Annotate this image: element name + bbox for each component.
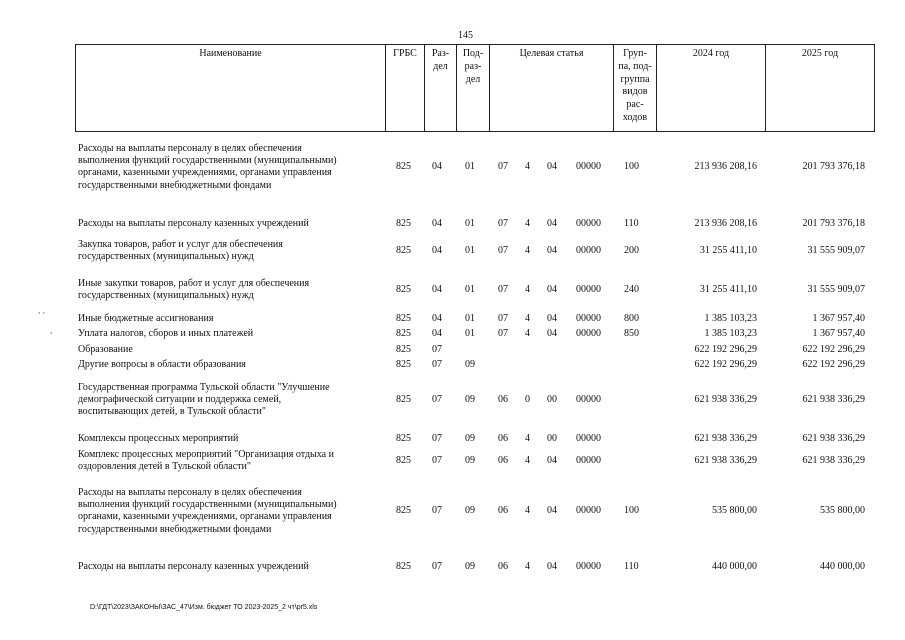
direction-cell: 00000 <box>576 394 601 406</box>
podrazdel-cell: 09 <box>465 505 475 517</box>
amount-2024-cell: 213 936 208,16 <box>694 161 757 173</box>
header-podrazdel-line: раз- <box>464 60 482 72</box>
podrazdel-cell: 01 <box>465 245 475 257</box>
row-name-line: воспитывающих детей, в Тульской области" <box>78 406 266 418</box>
amount-2025-cell: 621 938 336,29 <box>802 433 865 445</box>
expense-type-cell: 100 <box>624 505 639 517</box>
header-podrazdel-line: дел <box>465 73 481 85</box>
direction-cell: 00000 <box>576 245 601 257</box>
direction-cell: 00000 <box>576 313 601 325</box>
table-row <box>0 561 905 573</box>
header-vr-line: Груп- <box>623 48 647 59</box>
expense-type-cell: 800 <box>624 313 639 325</box>
row-name <box>78 143 378 192</box>
row-name-line: государственными внебюджетными фондами <box>78 523 272 535</box>
row-name <box>78 344 378 356</box>
amount-2025-cell: 621 938 336,29 <box>802 394 865 406</box>
direction-cell: 00000 <box>576 561 601 573</box>
event-cell: 04 <box>547 218 557 230</box>
header-razdel-line: Раз- <box>431 48 450 59</box>
row-name <box>78 382 378 419</box>
event-cell: 04 <box>547 245 557 257</box>
razdel-cell: 04 <box>432 284 442 296</box>
event-cell: 04 <box>547 505 557 517</box>
program-cell: 07 <box>498 313 508 325</box>
row-name-line: государственных (муниципальных) нужд <box>78 251 254 263</box>
amount-2025-cell: 535 800,00 <box>820 505 865 517</box>
grbs-cell: 825 <box>396 359 411 371</box>
table-row <box>0 143 905 192</box>
expense-type-cell: 110 <box>624 218 639 230</box>
row-name-line: Образование <box>78 344 133 355</box>
header-name: Наименование <box>76 45 386 131</box>
row-name-line: Комплекс процессных мероприятий "Организация отдыха и <box>78 449 334 460</box>
header-podrazdel-line: Под- <box>462 48 484 59</box>
podrazdel-cell: 09 <box>465 433 475 445</box>
row-name-line: демографической ситуации и поддержка семей, <box>78 394 282 406</box>
amount-2025-cell: 201 793 376,18 <box>802 161 865 173</box>
direction-cell: 00000 <box>576 218 601 230</box>
row-name-line: Расходы на выплаты персоналу казенных учреждений <box>78 561 309 572</box>
event-cell: 04 <box>547 313 557 325</box>
grbs-cell: 825 <box>396 344 411 356</box>
amount-2025-cell: 621 938 336,29 <box>802 455 865 467</box>
amount-2025-cell: 440 000,00 <box>820 561 865 573</box>
grbs-cell: 825 <box>396 394 411 406</box>
razdel-cell: 04 <box>432 245 442 257</box>
subprogram-cell: 4 <box>525 218 530 230</box>
table-row <box>0 218 905 230</box>
subprogram-cell: 4 <box>525 284 530 296</box>
header-target: Целевая статья <box>490 45 614 131</box>
razdel-cell: 07 <box>432 394 442 406</box>
row-name-line: Расходы на выплаты персоналу в целях обеспечения <box>78 487 302 498</box>
table-row <box>0 313 905 325</box>
direction-cell: 00000 <box>576 284 601 296</box>
podrazdel-cell: 09 <box>465 359 475 371</box>
table-row <box>0 487 905 536</box>
row-name-line: Уплата налогов, сборов и иных платежей <box>78 328 254 339</box>
razdel-cell: 07 <box>432 505 442 517</box>
program-cell: 06 <box>498 505 508 517</box>
amount-2024-cell: 1 385 103,23 <box>704 328 757 340</box>
page-number: 145 <box>458 30 473 41</box>
header-grbs: ГРБС <box>386 45 425 131</box>
table-row <box>0 449 905 473</box>
event-cell: 04 <box>547 284 557 296</box>
table-row <box>0 359 905 371</box>
scan-mark-icon: ⸱ ⸱ <box>38 308 46 318</box>
program-cell: 06 <box>498 433 508 445</box>
subprogram-cell: 4 <box>525 313 530 325</box>
row-name-line: Государственная программа Тульской области "Улучшение <box>78 382 330 393</box>
expense-type-cell: 850 <box>624 328 639 340</box>
grbs-cell: 825 <box>396 328 411 340</box>
podrazdel-cell: 09 <box>465 394 475 406</box>
row-name <box>78 561 378 573</box>
row-name <box>78 313 378 325</box>
amount-2025-cell: 622 192 296,29 <box>802 344 865 356</box>
subprogram-cell: 4 <box>525 505 530 517</box>
grbs-cell: 825 <box>396 218 411 230</box>
grbs-cell: 825 <box>396 313 411 325</box>
grbs-cell: 825 <box>396 245 411 257</box>
row-name <box>78 218 378 230</box>
event-cell: 04 <box>547 561 557 573</box>
direction-cell: 00000 <box>576 433 601 445</box>
subprogram-cell: 4 <box>525 561 530 573</box>
amount-2025-cell: 622 192 296,29 <box>802 359 865 371</box>
row-name-line: Другие вопросы в области образования <box>78 359 246 370</box>
subprogram-cell: 4 <box>525 161 530 173</box>
amount-2024-cell: 31 255 411,10 <box>699 245 757 257</box>
row-name-line: государственных (муниципальных) нужд <box>78 290 254 302</box>
razdel-cell: 07 <box>432 561 442 573</box>
event-cell: 04 <box>547 161 557 173</box>
header-vr-line: видов <box>622 86 648 98</box>
amount-2024-cell: 1 385 103,23 <box>704 313 757 325</box>
amount-2024-cell: 535 800,00 <box>712 505 757 517</box>
event-cell: 00 <box>547 433 557 445</box>
direction-cell: 00000 <box>576 455 601 467</box>
subprogram-cell: 0 <box>525 394 530 406</box>
header-razdel <box>425 45 457 131</box>
expense-type-cell: 240 <box>624 284 639 296</box>
row-name-line: выполнения функций государственными (муниципальными) <box>78 499 337 511</box>
scan-mark-icon: ⸱ <box>50 328 53 338</box>
amount-2024-cell: 213 936 208,16 <box>694 218 757 230</box>
row-name <box>78 328 378 340</box>
file-path-footer: D:\ГДТ\2023\ЗАКОНЫ\ЗАС_47\Изм. бюджет ТО 2023-2025_2 чт\pr5.xls <box>90 604 318 611</box>
razdel-cell: 07 <box>432 359 442 371</box>
row-name-line: Иные закупки товаров, работ и услуг для обеспечения <box>78 278 310 289</box>
amount-2025-cell: 1 367 957,40 <box>812 313 865 325</box>
row-name-line: органами, казенными учреждениями, органами управления <box>78 511 332 523</box>
table-row <box>0 239 905 263</box>
program-cell: 06 <box>498 394 508 406</box>
amount-2024-cell: 622 192 296,29 <box>694 344 757 356</box>
razdel-cell: 04 <box>432 161 442 173</box>
header-vr-line: рас- <box>626 99 644 111</box>
header-vr-line: ходов <box>622 111 648 123</box>
header-vr <box>614 45 657 131</box>
amount-2024-cell: 621 938 336,29 <box>694 394 757 406</box>
program-cell: 07 <box>498 161 508 173</box>
amount-2025-cell: 31 555 909,07 <box>807 284 865 296</box>
subprogram-cell: 4 <box>525 455 530 467</box>
row-name-line: Закупка товаров, работ и услуг для обеспечения <box>78 239 283 250</box>
amount-2025-cell: 1 367 957,40 <box>812 328 865 340</box>
table-row <box>0 328 905 340</box>
row-name-line: выполнения функций государственными (муниципальными) <box>78 155 337 167</box>
razdel-cell: 07 <box>432 455 442 467</box>
podrazdel-cell: 01 <box>465 284 475 296</box>
podrazdel-cell: 01 <box>465 313 475 325</box>
razdel-cell: 07 <box>432 344 442 356</box>
row-name-line: государственными внебюджетными фондами <box>78 179 272 191</box>
header-podrazdel <box>457 45 490 131</box>
podrazdel-cell: 09 <box>465 455 475 467</box>
amount-2024-cell: 621 938 336,29 <box>694 455 757 467</box>
table-row <box>0 433 905 445</box>
direction-cell: 00000 <box>576 328 601 340</box>
row-name <box>78 359 378 371</box>
row-name-line: Комплексы процессных мероприятий <box>78 433 239 444</box>
amount-2024-cell: 31 255 411,10 <box>699 284 757 296</box>
event-cell: 04 <box>547 455 557 467</box>
header-razdel-line: дел <box>433 60 448 72</box>
grbs-cell: 825 <box>396 505 411 517</box>
row-name <box>78 239 378 263</box>
program-cell: 06 <box>498 455 508 467</box>
razdel-cell: 04 <box>432 218 442 230</box>
row-name-line: Иные бюджетные ассигнования <box>78 313 214 324</box>
row-name <box>78 433 378 445</box>
podrazdel-cell: 09 <box>465 561 475 573</box>
amount-2025-cell: 201 793 376,18 <box>802 218 865 230</box>
podrazdel-cell: 01 <box>465 218 475 230</box>
row-name <box>78 449 378 473</box>
table-row <box>0 344 905 356</box>
grbs-cell: 825 <box>396 161 411 173</box>
table-header <box>75 44 875 132</box>
program-cell: 07 <box>498 284 508 296</box>
row-name-line: Расходы на выплаты персоналу в целях обеспечения <box>78 143 302 154</box>
event-cell: 00 <box>547 394 557 406</box>
program-cell: 07 <box>498 245 508 257</box>
expense-type-cell: 200 <box>624 245 639 257</box>
subprogram-cell: 4 <box>525 433 530 445</box>
amount-2025-cell: 31 555 909,07 <box>807 245 865 257</box>
amount-2024-cell: 622 192 296,29 <box>694 359 757 371</box>
amount-2024-cell: 621 938 336,29 <box>694 433 757 445</box>
subprogram-cell: 4 <box>525 328 530 340</box>
table-row <box>0 382 905 419</box>
podrazdel-cell: 01 <box>465 328 475 340</box>
razdel-cell: 04 <box>432 313 442 325</box>
row-name-line: оздоровления детей в Тульской области" <box>78 461 251 473</box>
direction-cell: 00000 <box>576 161 601 173</box>
expense-type-cell: 100 <box>624 161 639 173</box>
header-vr-line: па, под- <box>618 60 652 72</box>
podrazdel-cell: 01 <box>465 161 475 173</box>
header-vr-line: группа <box>620 73 650 85</box>
program-cell: 07 <box>498 218 508 230</box>
grbs-cell: 825 <box>396 455 411 467</box>
subprogram-cell: 4 <box>525 245 530 257</box>
razdel-cell: 07 <box>432 433 442 445</box>
grbs-cell: 825 <box>396 284 411 296</box>
event-cell: 04 <box>547 328 557 340</box>
direction-cell: 00000 <box>576 505 601 517</box>
razdel-cell: 04 <box>432 328 442 340</box>
program-cell: 07 <box>498 328 508 340</box>
grbs-cell: 825 <box>396 561 411 573</box>
row-name <box>78 278 378 302</box>
header-2025: 2025 год <box>801 48 839 59</box>
row-name-line: Расходы на выплаты персоналу казенных учреждений <box>78 218 309 229</box>
expense-type-cell: 110 <box>624 561 639 573</box>
amount-2024-cell: 440 000,00 <box>712 561 757 573</box>
grbs-cell: 825 <box>396 433 411 445</box>
header-2024: 2024 год <box>657 45 766 131</box>
program-cell: 06 <box>498 561 508 573</box>
table-row <box>0 278 905 302</box>
row-name <box>78 487 378 536</box>
row-name-line: органами, казенными учреждениями, органами управления <box>78 167 332 179</box>
